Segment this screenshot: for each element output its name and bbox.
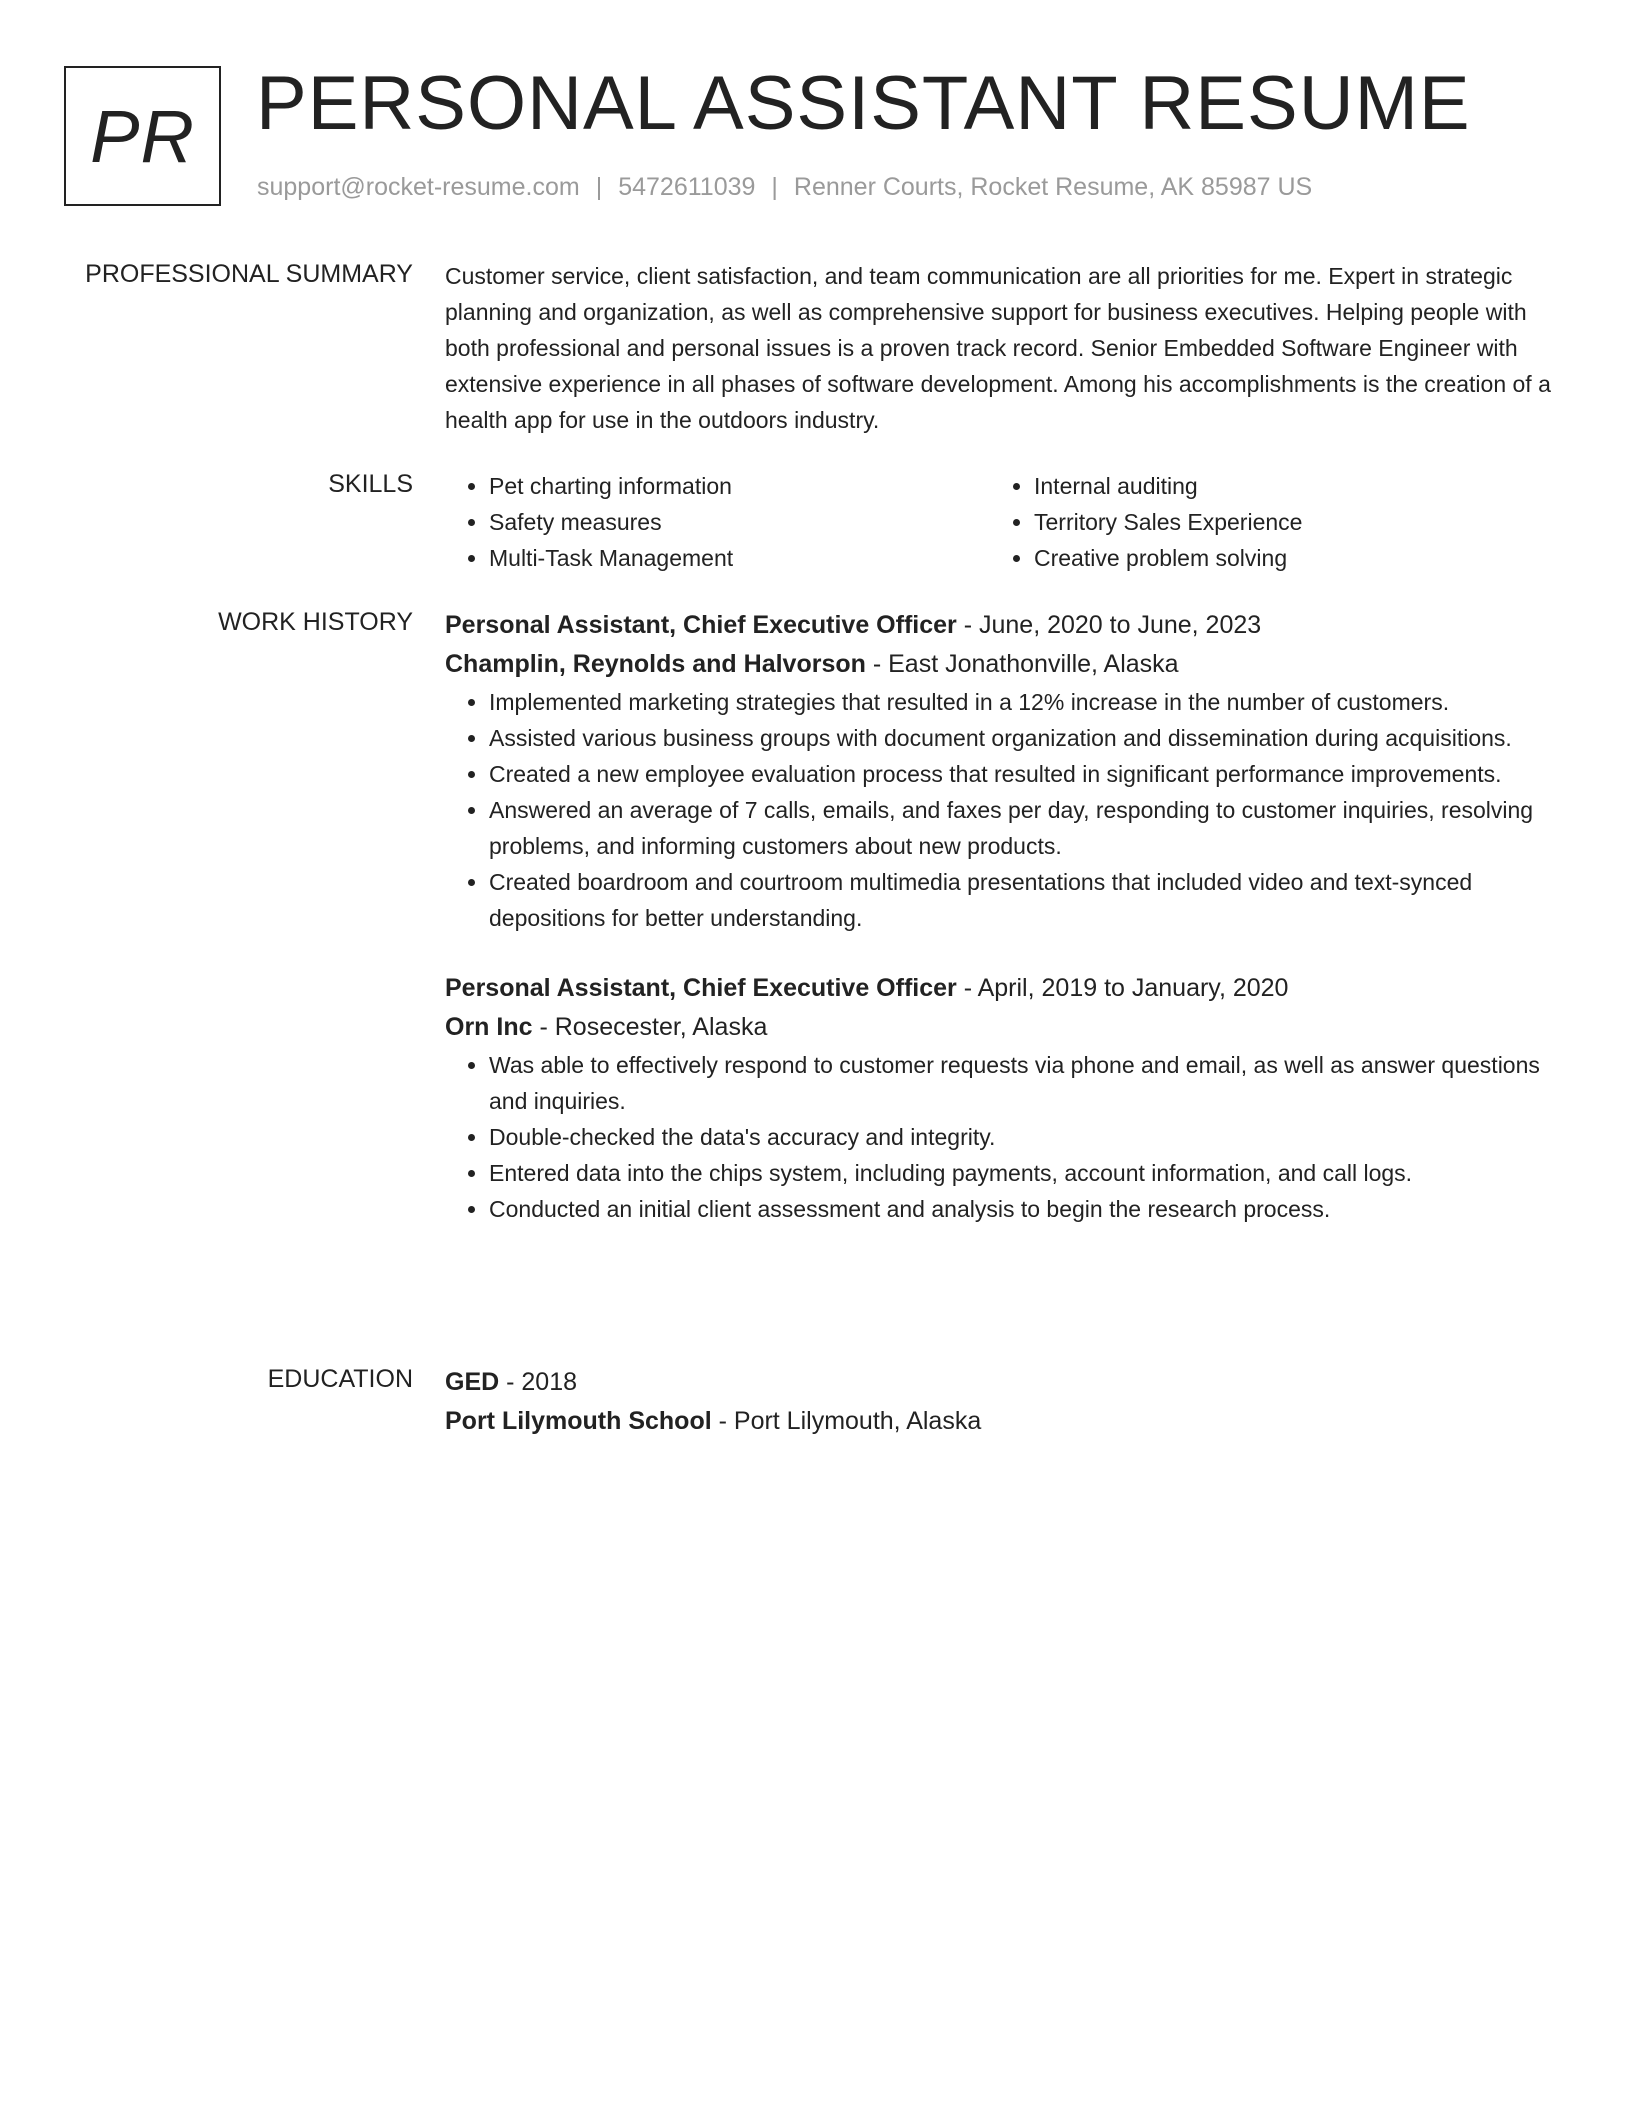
- contact-phone: 5472611039: [618, 173, 756, 201]
- job-bullet: • Implemented marketing strategies that resulted in a 12% increase in the number of customers.: [489, 684, 1568, 720]
- skills-list-left: [445, 468, 990, 576]
- section-label-skills: SKILLS: [328, 470, 413, 498]
- job-bullets: [445, 1047, 1568, 1227]
- skill-item: • Internal auditing: [1034, 468, 1535, 504]
- job-dates: - April, 2019 to January, 2020: [956, 974, 1289, 1002]
- job-bullet: • Double-checked the data's accuracy and integrity.: [489, 1119, 1568, 1155]
- monogram-badge: PR: [64, 66, 221, 206]
- job-title-line: [445, 606, 1568, 645]
- job-bullet: • Answered an average of 7 calls, emails, and faxes per day, responding to customer inquiries, resolving problems, and informing customers about new products.: [489, 792, 1568, 864]
- job-entry: [445, 969, 1568, 1227]
- job-bullet: • Was able to effectively respond to customer requests via phone and email, as well as answer questions and inquiries.: [489, 1047, 1568, 1119]
- job-title: Personal Assistant, Chief Executive Officer: [445, 611, 957, 639]
- skills-list-right: [990, 468, 1535, 576]
- contact-separator: |: [771, 173, 778, 201]
- skill-item: • Pet charting information: [489, 468, 990, 504]
- education-school-line: [445, 1402, 1568, 1441]
- skill-item: • Territory Sales Experience: [1034, 504, 1535, 540]
- contact-address: Renner Courts, Rocket Resume, AK 85987 US: [793, 173, 1313, 201]
- job-bullet: • Created a new employee evaluation process that resulted in significant performance improvements.: [489, 756, 1568, 792]
- contact-email: support@rocket-resume.com: [257, 173, 580, 201]
- section-label-work-history: WORK HISTORY: [218, 608, 413, 636]
- section-label-education: EDUCATION: [267, 1365, 413, 1393]
- summary-text: Customer service, client satisfaction, and team communication are all priorities for me. Expert in strategic planning and organization, as well as comprehensive support for business executives. Helping people with both professional and personal issues is a proven track record. Senior Embedded Software Engineer with extensive experience in all phases of software development. Among his accomplishments is the creation of a health app for use in the outdoors industry.: [445, 263, 1551, 433]
- skill-item: • Safety measures: [489, 504, 990, 540]
- education-location: - Port Lilymouth, Alaska: [711, 1407, 982, 1435]
- job-company: Orn Inc: [445, 1013, 533, 1041]
- job-title: Personal Assistant, Chief Executive Officer: [445, 974, 957, 1002]
- contact-line: [257, 172, 1312, 202]
- education-body: [445, 1363, 1568, 1441]
- job-bullet: • Entered data into the chips system, including payments, account information, and call logs.: [489, 1155, 1568, 1191]
- job-bullet: • Created boardroom and courtroom multimedia presentations that included video and text-synced depositions for better understanding.: [489, 864, 1568, 936]
- job-entry: [445, 606, 1568, 936]
- job-bullet: • Conducted an initial client assessment and analysis to begin the research process.: [489, 1191, 1568, 1227]
- skills-column-right: [990, 468, 1535, 576]
- education-school: Port Lilymouth School: [445, 1407, 712, 1435]
- summary-body: [445, 258, 1568, 438]
- work-history-body: [445, 606, 1568, 1227]
- skill-item: • Creative problem solving: [1034, 540, 1535, 576]
- education-degree-line: [445, 1363, 1568, 1402]
- skill-item: • Multi-Task Management: [489, 540, 990, 576]
- education-degree: GED: [445, 1368, 500, 1396]
- skills-body: [445, 468, 1568, 576]
- job-dates: - June, 2020 to June, 2023: [956, 611, 1262, 639]
- section-label-summary: PROFESSIONAL SUMMARY: [85, 260, 413, 288]
- job-bullet: • Assisted various business groups with document organization and dissemination during acquisitions.: [489, 720, 1568, 756]
- page-title: PERSONAL ASSISTANT RESUME: [256, 61, 1471, 146]
- job-bullets: [445, 684, 1568, 936]
- skills-columns: [445, 468, 1568, 576]
- resume-header: [64, 61, 1568, 210]
- job-company-line: [445, 645, 1568, 684]
- job-company: Champlin, Reynolds and Halvorson: [445, 650, 866, 678]
- job-title-line: [445, 969, 1568, 1008]
- job-company-line: [445, 1008, 1568, 1047]
- job-location: - Rosecester, Alaska: [532, 1013, 768, 1041]
- job-location: - East Jonathonville, Alaska: [865, 650, 1179, 678]
- skills-column-left: [445, 468, 990, 576]
- education-year: - 2018: [499, 1368, 578, 1396]
- contact-separator: |: [595, 173, 603, 201]
